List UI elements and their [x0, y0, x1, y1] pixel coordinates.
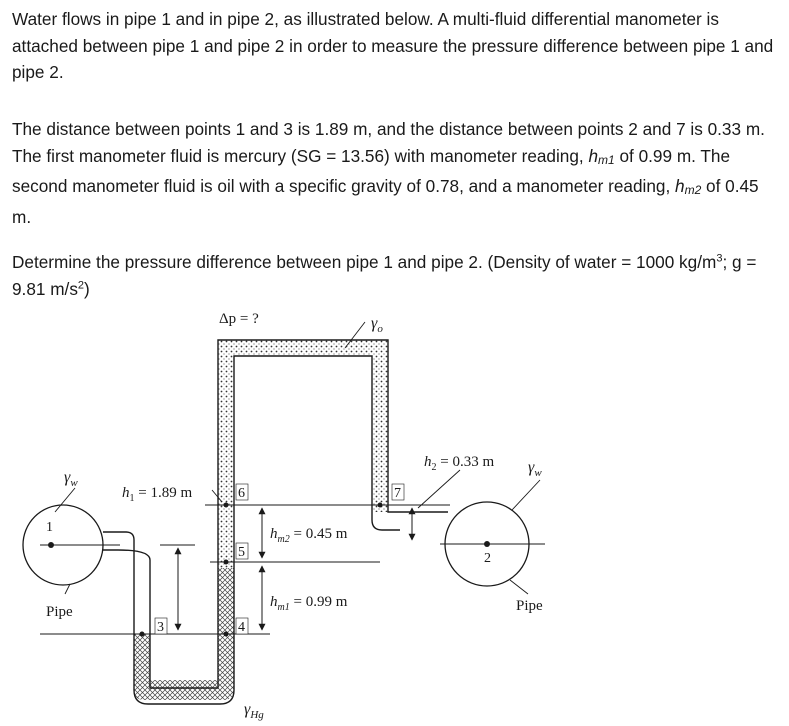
- paragraph-intro: Water flows in pipe 1 and in pipe 2, as illustrated below. A multi-fluid differential manometer is attached between pipe 1 and pipe 2 in order to measure the pressure difference between pipe 1 and pipe 2.: [12, 9, 774, 82]
- p2-text-c: of 0.45 m.: [12, 176, 759, 227]
- pipe-right-label: Pipe: [516, 598, 543, 614]
- mercury-bottom-bend: [134, 680, 234, 700]
- h2-label: $h_2 = 0.33$ m: [424, 454, 495, 473]
- point-7-label: 7: [394, 486, 401, 501]
- p2-text-a: The distance between points 1 and 3 is 1.89 m, and the distance between points 2 and 7 is 0.33 m. The first manometer fluid is mercury (SG = 13.56) with manometer reading,: [12, 119, 765, 166]
- oil-left-leg: [218, 340, 234, 568]
- p3-text-a: Determine the pressure difference between pipe 1 and pipe 2. (Density of water = 1000 kg/m: [12, 252, 717, 272]
- point-dots: [48, 503, 490, 637]
- point-3-label: 3: [157, 620, 164, 635]
- p3-text-c: ): [84, 278, 90, 299]
- point-1-label: 1: [46, 520, 53, 535]
- manometer-diagram: [0, 296, 789, 726]
- point-5-label: 5: [238, 545, 245, 560]
- oil-top-section: [218, 340, 388, 356]
- hm1-label: $h_{m1} = 0.99$ m: [270, 594, 348, 613]
- pipe-left-label: Pipe: [46, 604, 73, 620]
- delta-p-label: Δp = ?: [219, 311, 259, 327]
- gamma-water-right-label: $\gamma_w$: [528, 459, 542, 479]
- paragraph-question: Determine the pressure difference between pipe 1 and pipe 2. (Density of water = 1000 $kg/m^3$; g = 9.81 $m/s^2$): [12, 252, 757, 299]
- gamma-water-left-label: $\gamma_w$: [64, 469, 78, 489]
- p3-text-b: ; g = 9.81 m/s: [12, 252, 757, 299]
- hm2-symbol: $h_{m2}$: [675, 176, 702, 197]
- hm1-symbol: $h_{m1}$: [588, 145, 615, 167]
- oil-right-leg: [372, 340, 388, 512]
- gamma-mercury-label: $\gamma_{Hg}$: [244, 701, 264, 721]
- point-6-label: 6: [238, 486, 245, 501]
- point-2-label: 2: [484, 551, 491, 566]
- manometer-tube: [103, 340, 448, 704]
- p2-text-b: of 0.99 m. The second manometer fluid is oil with a specific gravity of 0.78, and a manometer reading,: [12, 145, 731, 196]
- paragraph-given-data: [12, 116, 782, 230]
- h1-label: $h_1 = 1.89$ m: [122, 485, 193, 504]
- hm2-label: $h_{m2} = 0.45$ m: [270, 526, 348, 545]
- gamma-oil-label: $\gamma_o$: [371, 315, 383, 335]
- point-4-label: 4: [238, 620, 245, 635]
